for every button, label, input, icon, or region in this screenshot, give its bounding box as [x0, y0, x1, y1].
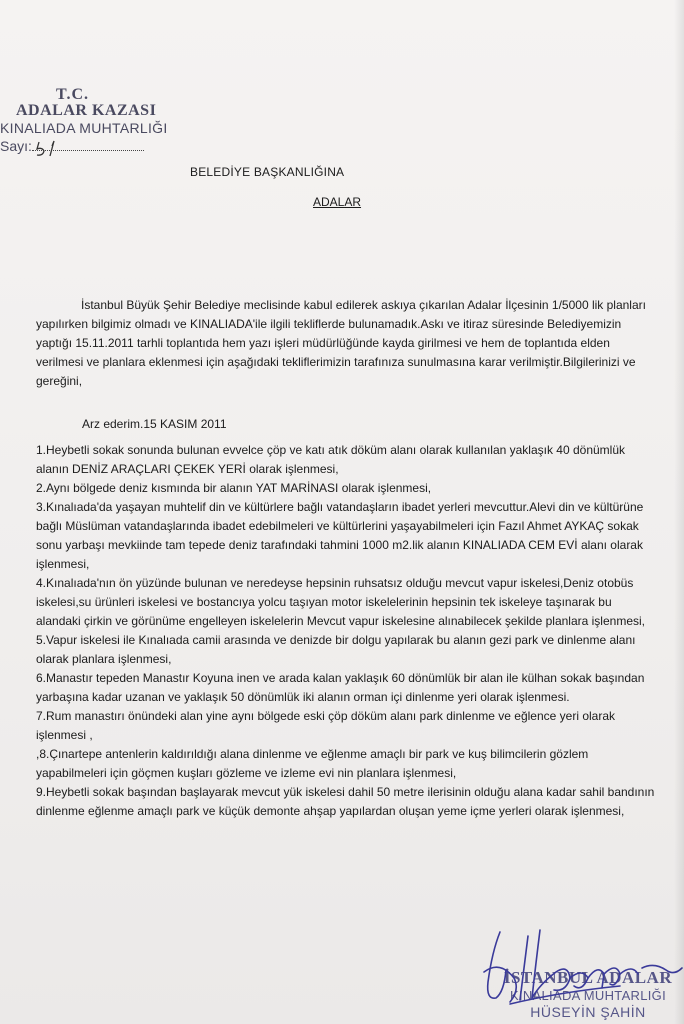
stamp-tc: T.C.	[56, 86, 90, 103]
list-item: ,8.Çınartepe antenlerin kaldırıldığı alana dinlenme ve eğlenme amaçlı bir park ve kuş bilimcilerin gözlem yapabilmeleri için göçmen kuşları gözleme ve izleme evi nin planlara işlenmesi,	[36, 747, 589, 780]
stamp-office: KINALIADA MUHTARLIĞI	[0, 120, 168, 136]
stamp-district: ADALAR KAZASI	[16, 102, 157, 119]
stamp-city: İSTANBUL ADALAR	[503, 968, 673, 987]
intro-paragraph: İstanbul Büyük Şehir Belediye meclisinde kabul edilerek askıya çıkarılan Adalar İlçesinin 1/5000 lik planları yapılırken bilgimiz olmadı ve KINALIADA'ile ilgili tekliflerde bulunamadık.Askı ve itiraz süresinde Belediyemizin yaptığı 15.11.2011 tarhli toplantıda hem yazı işleri müdürlüğünde kayda girilmesi ve hem de toplantıda elden verilmesi ve planlara eklenmesi için aşağıdaki tekliflerimizin tarafınıza sunulmasına karar verilmiştir.Bilgilerinizi ve gereğini,	[36, 298, 646, 388]
place-heading: ADALAR	[313, 195, 362, 209]
handwritten-number	[34, 138, 64, 158]
reference-label: Sayı:	[0, 138, 32, 154]
stamp-office-footer: KINALIADA MUHTARLIĞI	[509, 988, 666, 1003]
letter-body	[36, 296, 648, 391]
list-item: 9.Heybetli sokak başından başlayarak mevcut yük iskelesi dahil 50 metre ilerisinin olduğu alana kadar sahil bandının dinlenme eğlenme amaçlı park ve küçük demonte ahşap yapılardan oluşan yeme içme yerleri olarak işlenmesi,	[36, 785, 655, 818]
list-item: 7.Rum manastırı önündeki alan yine aynı bölgede eski çöp döküm alanı park dinlenme ve eğlence yeri olarak işlenmesi ,	[36, 709, 615, 742]
reference-number	[0, 138, 144, 154]
list-item: 2.Aynı bölgede deniz kısmında bir alanın YAT MARİNASI olarak işlenmesi,	[36, 481, 432, 495]
page-edge-shadow	[674, 0, 684, 1024]
stamp-official-name: HÜSEYİN ŞAHİN	[530, 1004, 646, 1020]
list-item: 3.Kınalıada'da yaşayan muhtelif din ve kültürlere bağlı vatandaşların ibadet yerleri mevcuttur.Alevi din ve kültürüne bağlı Müslüman vatandaşlarında ibadet edebilmeleri ve kültürlerini yaşayabilmeleri için Fazıl Ahmet AYKAÇ sokak sonu yarbaşı mevkiinde tam tepede deniz tarafındaki tahmini 1000 m2.lik alanın KINALIADA CEM EVİ alanı olarak işlenmesi,	[36, 500, 644, 571]
closing-line: Arz ederim.15 KASIM 2011	[82, 417, 227, 431]
list-item: 4.Kınalıada'nın ön yüzünde bulunan ve neredeyse hepsinin ruhsatsız olduğu mevcut vapur iskelesi,Deniz otobüs iskelesi,su ürünleri iskelesi ve bostancıya yolcu taşıyan motor iskelelerinin hepsinin tek iskeleye taşınarak bu alandaki çirkin ve görünüme engelleyen iskelelerin Mevcut vapur iskelesine alınabilecek şekilde planlara işlenmesi,	[36, 576, 645, 628]
list-item: 6.Manastır tepeden Manastır Koyuna inen ve arada kalan yaklaşık 60 dönümlük bir alan ile külhan sokak başından yarbaşına kadar uzanan ve yaklaşık 50 dönümlük iki alanın orman içi dinlenme yeri olarak işlenmesi.	[36, 671, 645, 704]
list-item: 5.Vapur iskelesi ile Kınalıada camii arasında ve denizde bir dolgu yapılarak bu alanın gezi park ve dinlenme alanı olarak planlara işlenmesi,	[36, 633, 636, 666]
list-item: 1.Heybetli sokak sonunda bulunan evvelce çöp ve katı atık döküm alanı olarak kullanılan yaklaşık 40 dönümlük alanın DENİZ ARAÇLARI ÇEKEK YERİ olarak işlenmesi,	[36, 443, 626, 476]
proposal-list	[36, 441, 658, 821]
handwritten-signature	[470, 912, 684, 1024]
addressee: BELEDİYE BAŞKANLIĞINA	[190, 165, 345, 179]
